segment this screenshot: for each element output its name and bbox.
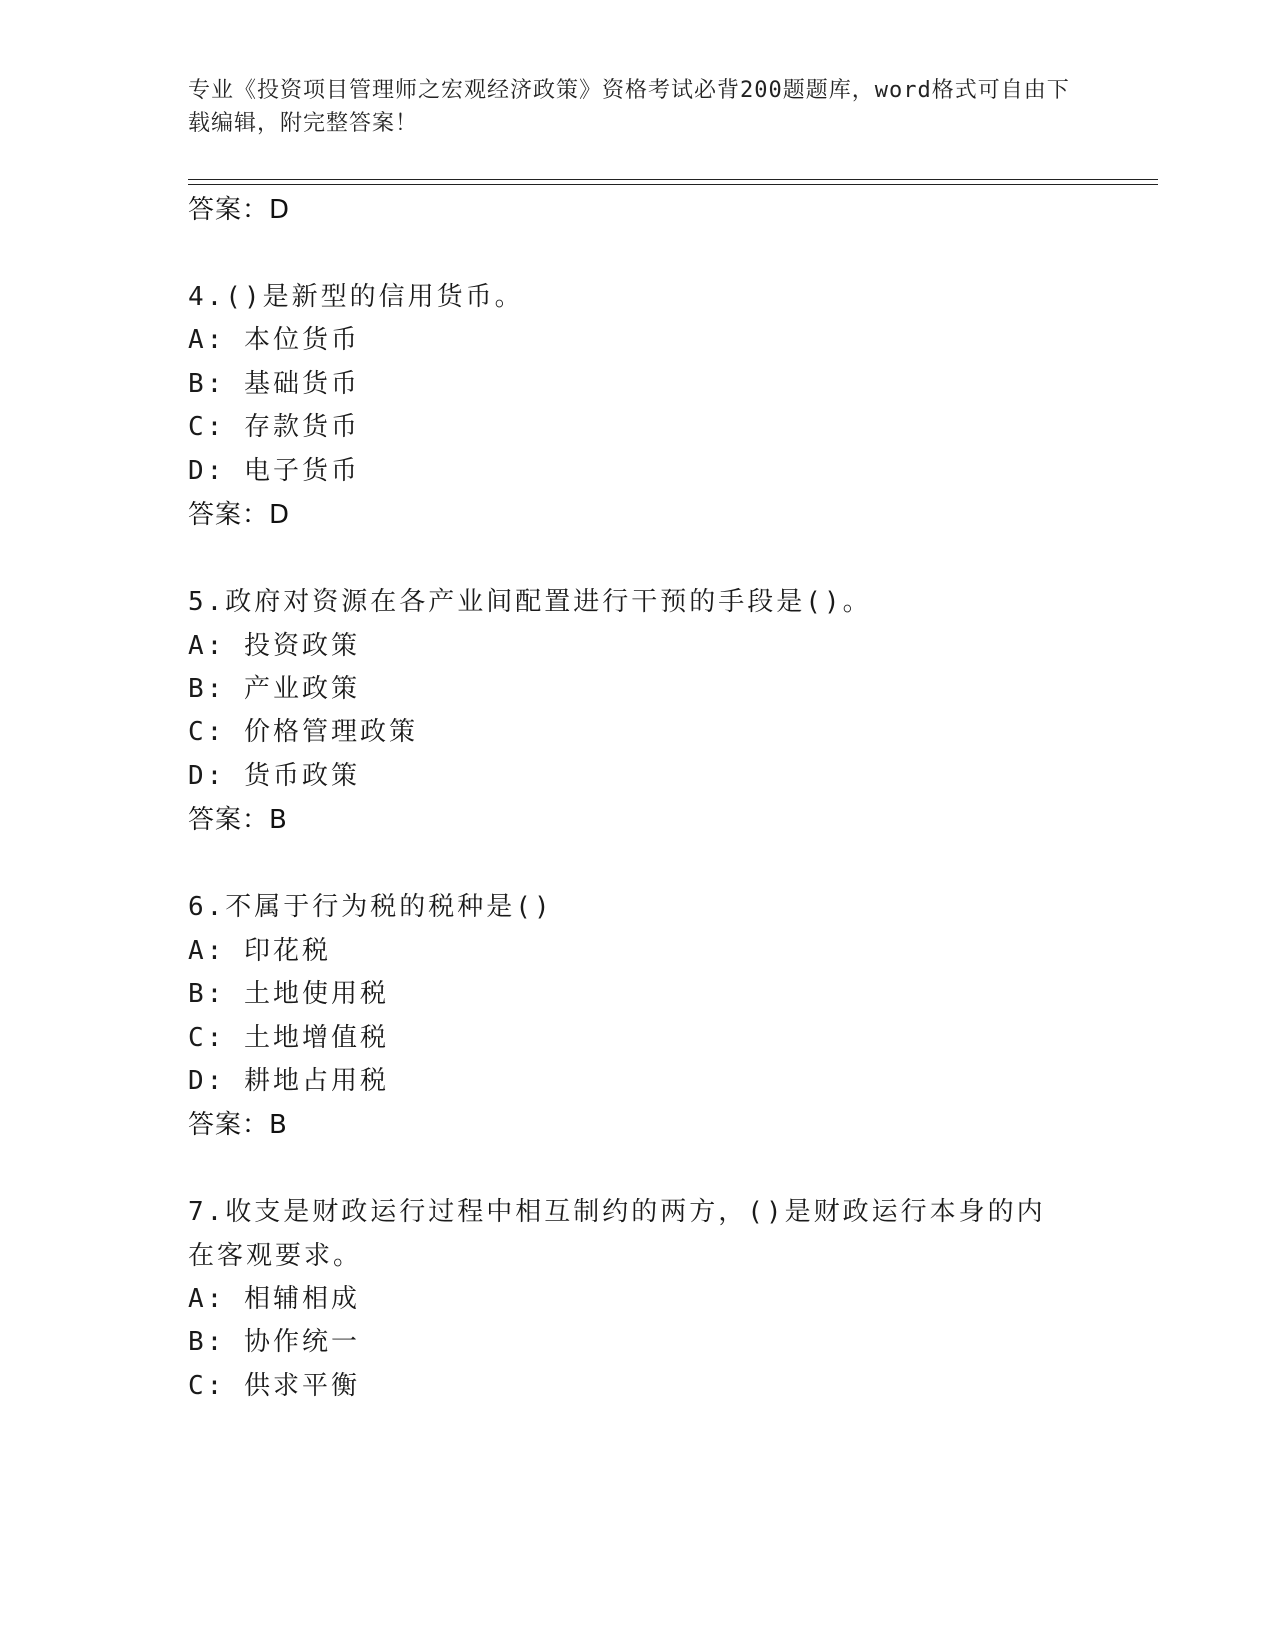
question-6-option-a: A: 印花税 xyxy=(188,936,331,966)
question-7-stem: 7.收支是财政运行过程中相互制约的两方，()是财政运行本身的内在客观要求。 xyxy=(188,1197,1046,1271)
header-divider-top xyxy=(188,179,1158,180)
question-5-option-b: B: 产业政策 xyxy=(188,674,360,704)
question-6-stem: 6.不属于行为税的税种是() xyxy=(188,892,553,922)
question-7-option-b: B: 协作统一 xyxy=(188,1327,360,1357)
question-6-option-c: C: 土地增值税 xyxy=(188,1023,389,1053)
question-5-stem: 5.政府对资源在各产业间配置进行干预的手段是()。 xyxy=(188,587,872,617)
question-5-option-a: A: 投资政策 xyxy=(188,631,360,661)
previous-answer: 答案：D xyxy=(188,195,291,225)
question-4-option-d: D: 电子货币 xyxy=(188,456,360,486)
question-7-option-a: A: 相辅相成 xyxy=(188,1284,360,1314)
question-4-stem: 4.()是新型的信用货币。 xyxy=(188,282,524,312)
question-4-option-a: A: 本位货币 xyxy=(188,325,360,355)
question-4-option-c: C: 存款货币 xyxy=(188,412,360,442)
question-6-option-d: D: 耕地占用税 xyxy=(188,1066,389,1096)
document-header: 专业《投资项目管理师之宏观经济政策》资格考试必背200题题库，word格式可自由下载编辑，附完整答案！ xyxy=(188,78,1070,136)
header-divider-bottom xyxy=(188,184,1158,185)
question-4-answer: 答案：D xyxy=(188,500,291,530)
question-5-option-c: C: 价格管理政策 xyxy=(188,717,418,747)
question-5-answer: 答案：B xyxy=(188,805,288,835)
question-6-option-b: B: 土地使用税 xyxy=(188,979,389,1009)
question-4-option-b: B: 基础货币 xyxy=(188,369,360,399)
question-7-option-c: C: 供求平衡 xyxy=(188,1371,360,1401)
question-6-answer: 答案：B xyxy=(188,1110,288,1140)
question-5-option-d: D: 货币政策 xyxy=(188,761,360,791)
